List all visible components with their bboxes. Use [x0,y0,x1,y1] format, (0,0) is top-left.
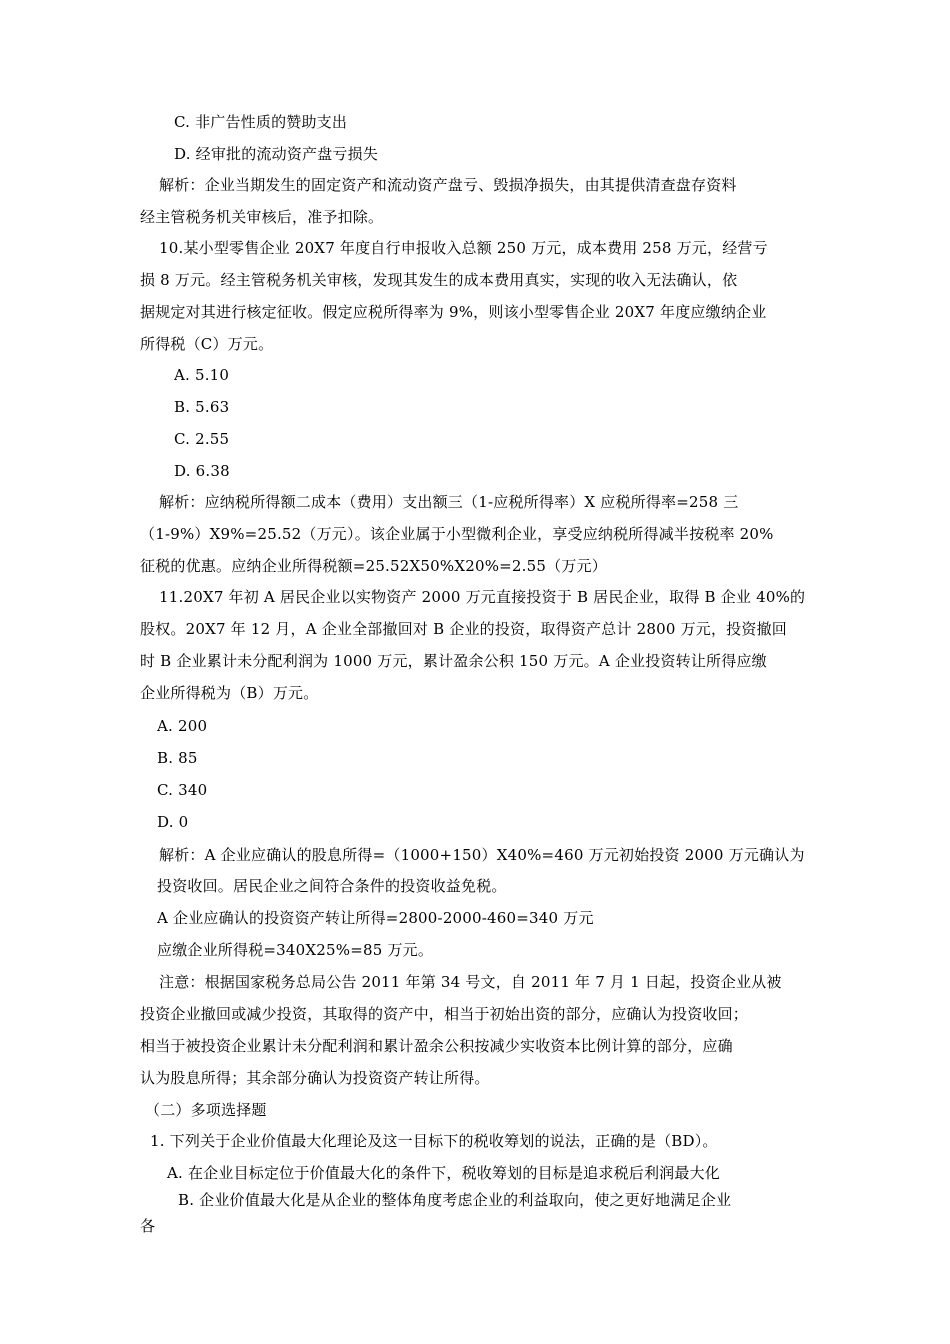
question-11-line1: 11.20X7 年初 A 居民企业以实物资产 2000 万元直接投资于 B 居民企业，取得 B 企业 40%的 [159,588,806,606]
question-10-line3: 据规定对其进行核定征收。假定应税所得率为 9%，则该小型零售企业 20X7 年度应缴纳企业 [140,303,767,321]
mc-q1-option-a: A. 在企业目标定位于价值最大化的条件下，税收筹划的目标是追求税后利润最大化 [167,1164,720,1182]
question-11-line3: 时 B 企业累计未分配利润为 1000 万元，累计盈余公积 150 万元。A 企业投资转让所得应缴 [140,652,767,670]
section-heading-multiple-choice: （二）多项选择题 [145,1101,267,1119]
note-line2: 投资企业撤回或减少投资，其取得的资产中，相当于初始出资的部分，应确认为投资收回； [140,1005,749,1023]
analysis-q9-line1: 解析：企业当期发生的固定资产和流动资产盘亏、毁损净损失，由其提供清查盘存资料 [159,176,737,194]
analysis-q11-line4: 应缴企业所得税=340X25%=85 万元。 [157,941,434,959]
analysis-q11-line2: 投资收回。居民企业之间符合条件的投资收益免税。 [157,877,507,895]
note-line3: 相当于被投资企业累计未分配利润和累计盈余公积按减少实收资本比例计算的部分，应确 [140,1037,733,1055]
mc-question-1: 1. 下列关于企业价值最大化理论及这一目标下的税收筹划的说法，正确的是（BD）。 [150,1132,718,1150]
mc-q1-option-b-line2: 各 [140,1217,156,1235]
analysis-q11-line3: A 企业应确认的投资资产转让所得=2800-2000-460=340 万元 [157,909,594,927]
question-11-line4: 企业所得税为（B）万元。 [140,684,319,702]
question-10-line1: 10.某小型零售企业 20X7 年度自行申报收入总额 250 万元，成本费用 258 万元，经营亏 [159,239,768,257]
q10-option-c: C. 2.55 [174,430,230,448]
analysis-q10-line2: （1-9%）X9%=25.52（万元）。该企业属于小型微利企业，享受应纳税所得减半按税率 20% [140,525,774,543]
option-c-sponsorship: C. 非广告性质的赞助支出 [174,113,348,131]
analysis-q10-line3: 征税的优惠。应纳企业所得税额=25.52X50%X20%=2.55（万元） [140,557,607,575]
q11-option-d: D. 0 [157,813,189,831]
q10-option-a: A. 5.10 [174,366,230,384]
analysis-q9-line2: 经主管税务机关审核后，准予扣除。 [140,208,384,226]
q10-option-d: D. 6.38 [174,462,230,480]
analysis-q10-line1: 解析：应纳税所得额二成本（费用）支出额三（1-应税所得率）X 应税所得率=258 三 [159,493,739,511]
question-11-line2: 股权。20X7 年 12 月，A 企业全部撤回对 B 企业的投资，取得资产总计 2800 万元，投资撤回 [140,620,787,638]
note-line4: 认为股息所得；其余部分确认为投资资产转让所得。 [140,1069,490,1087]
option-d-inventory-loss: D. 经审批的流动资产盘亏损失 [174,145,379,163]
q10-option-b: B. 5.63 [174,398,230,416]
mc-q1-option-b-line1: B. 企业价值最大化是从企业的整体角度考虑企业的利益取向，使之更好地满足企业 [178,1191,732,1209]
q11-option-a: A. 200 [157,717,208,735]
question-10-line4: 所得税（C）万元。 [140,335,274,353]
question-10-line2: 损 8 万元。经主管税务机关审核，发现其发生的成本费用真实，实现的收入无法确认，依 [140,271,738,289]
analysis-q11-line1: 解析：A 企业应确认的股息所得=（1000+150）X40%=460 万元初始投资 2000 万元确认为 [159,846,805,864]
q11-option-c: C. 340 [157,781,208,799]
note-line1: 注意：根据国家税务总局公告 2011 年第 34 号文，自 2011 年 7 月 1 日起，投资企业从被 [159,973,782,991]
q11-option-b: B. 85 [157,749,198,767]
